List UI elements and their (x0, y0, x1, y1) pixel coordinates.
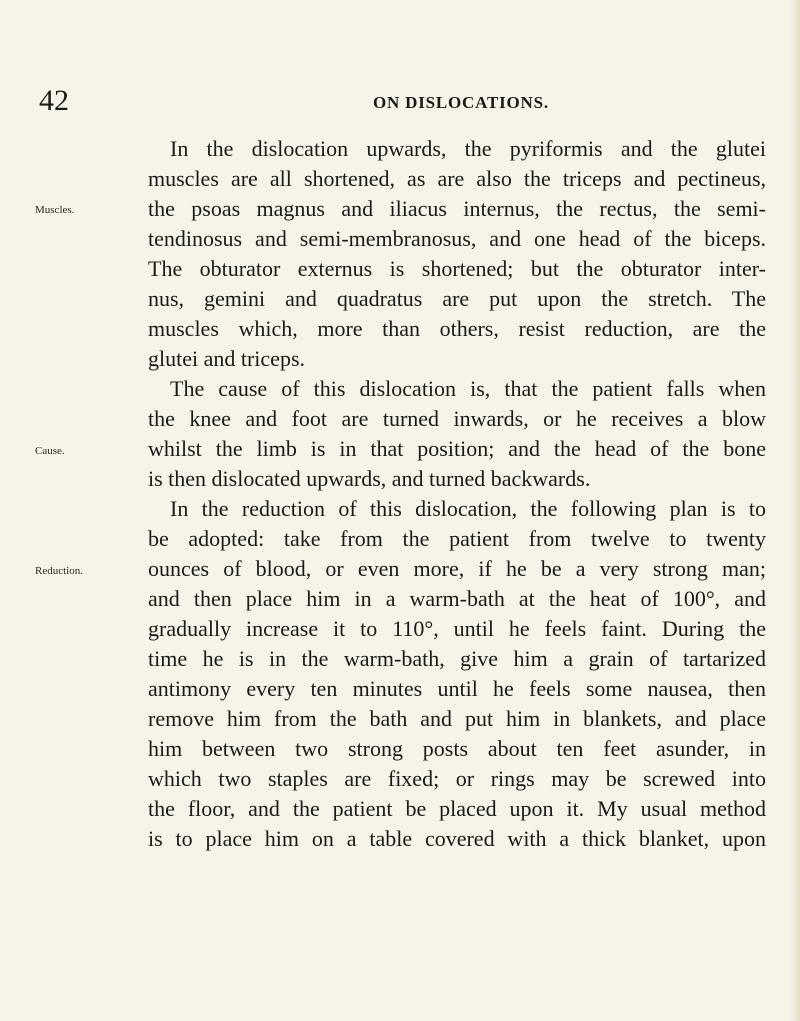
text-line: be adopted: take from the patient from twelve to twenty (148, 526, 766, 551)
margin-note-muscles: Muscles. (35, 204, 75, 216)
text-line: whilst the limb is in that position; and the head of the bone (148, 436, 766, 461)
running-head: ON DISLOCATIONS. (373, 93, 549, 112)
body-text (148, 134, 766, 854)
text-line: The cause of this dislocation is, that the patient falls when (170, 376, 766, 401)
page-header (0, 84, 800, 120)
text-line: In the reduction of this dislocation, the following plan is to (170, 496, 766, 521)
page-number: 42 (39, 84, 69, 117)
margin-note-cause: Cause. (35, 445, 65, 457)
text-line: him between two strong posts about ten feet asunder, in (148, 736, 766, 761)
text-line: is then dislocated upwards, and turned backwards. (148, 466, 591, 491)
text-line: the floor, and the patient be placed upon it. My usual method (148, 796, 766, 821)
text-line: remove him from the bath and put him in blankets, and place (148, 706, 766, 731)
text-line: time he is in the warm-bath, give him a grain of tartarized (148, 646, 766, 671)
text-line: the knee and foot are turned inwards, or he receives a blow (148, 406, 766, 431)
text-line: The obturator externus is shortened; but the obturator inter- (148, 256, 766, 281)
text-line: muscles are all shortened, as are also the triceps and pectineus, (148, 166, 766, 191)
text-line: antimony every ten minutes until he feels some nausea, then (148, 676, 766, 701)
text-line: and then place him in a warm-bath at the heat of 100°, and (148, 586, 766, 611)
text-line: muscles which, more than others, resist reduction, are the (148, 316, 766, 341)
text-line: which two staples are fixed; or rings may be screwed into (148, 766, 766, 791)
text-line: is to place him on a table covered with a thick blanket, upon (148, 826, 766, 851)
text-line: the psoas magnus and iliacus internus, the rectus, the semi- (148, 196, 766, 221)
page-edge (790, 0, 800, 1021)
text-line: In the dislocation upwards, the pyriformis and the glutei (170, 136, 766, 161)
text-line: nus, gemini and quadratus are put upon the stretch. The (148, 286, 766, 311)
margin-note-reduction: Reduction. (35, 565, 83, 577)
text-line: ounces of blood, or even more, if he be a very strong man; (148, 556, 766, 581)
text-line: gradually increase it to 110°, until he feels faint. During the (148, 616, 766, 641)
text-line: tendinosus and semi-membranosus, and one head of the biceps. (148, 226, 766, 251)
text-line: glutei and triceps. (148, 346, 306, 371)
